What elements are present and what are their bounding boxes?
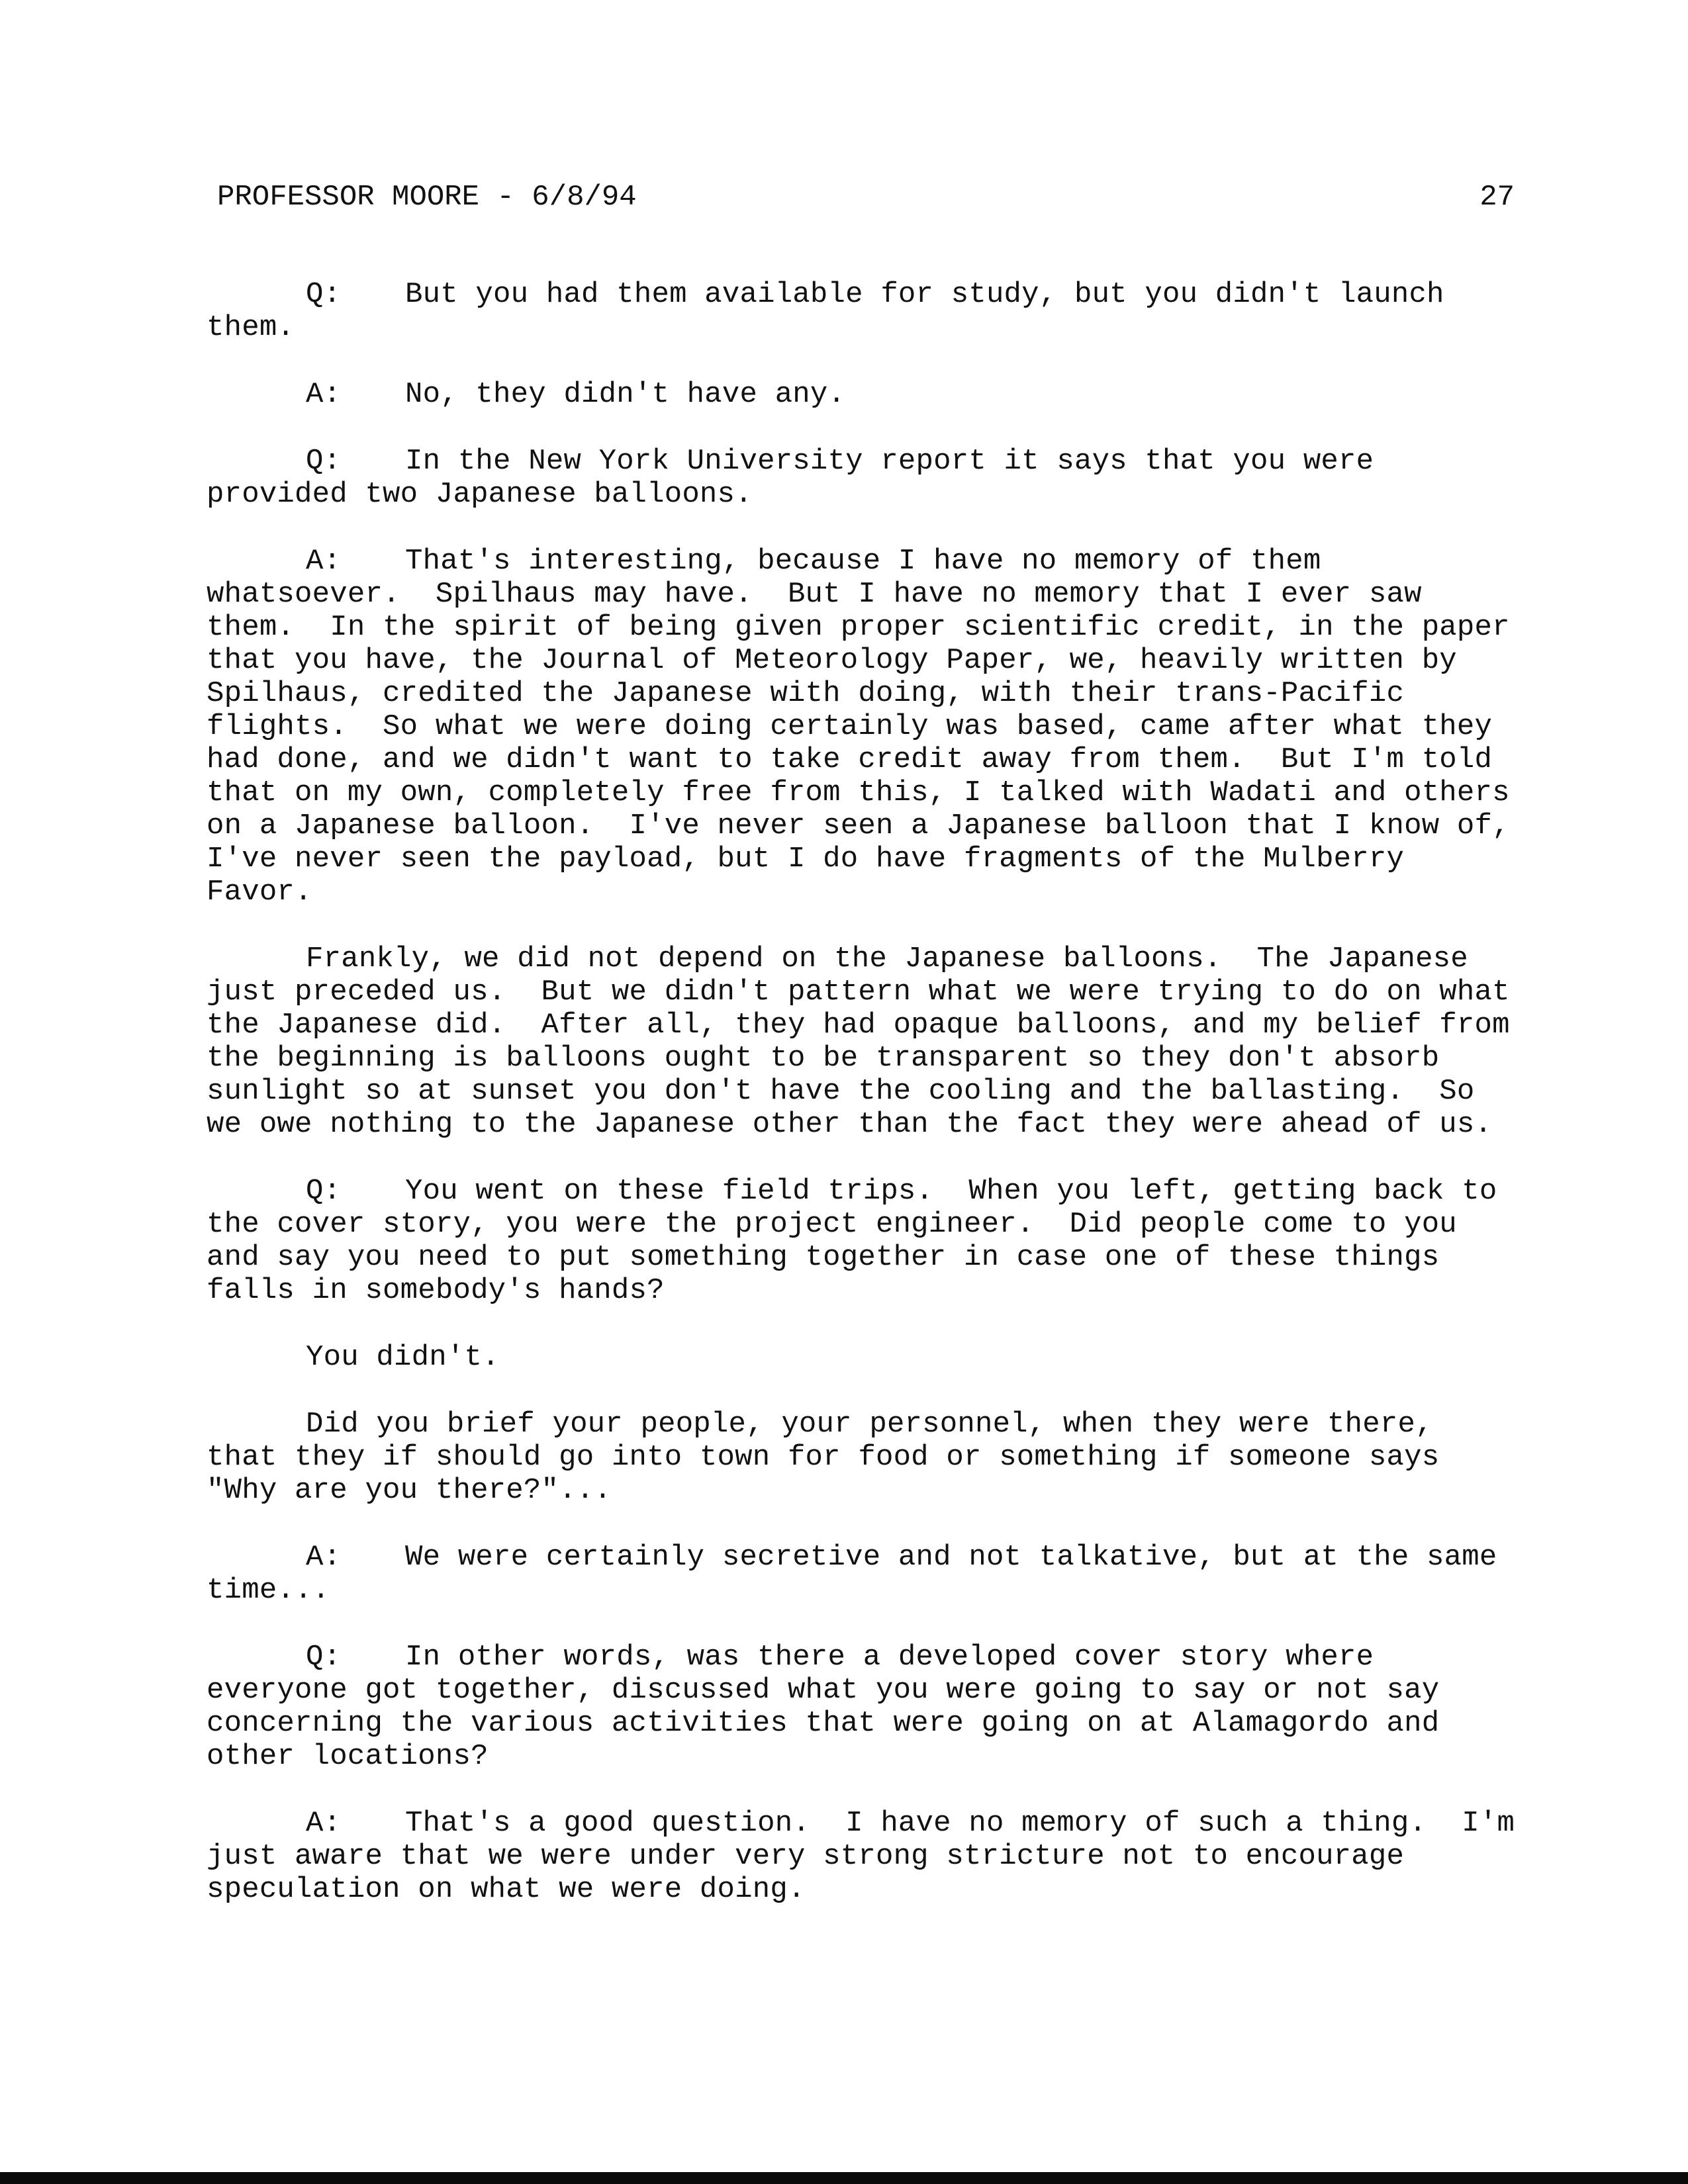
paragraph-text: Did you brief your people, your personnel, when they were there, that they if should go into town for food or something if someone says "Why are you there?"... [207, 1408, 1457, 1507]
transcript-body [207, 278, 1532, 1940]
transcript-paragraph [207, 1408, 1517, 1507]
transcript-paragraph [207, 445, 1517, 511]
paragraph-text: No, they didn't have any. [405, 378, 846, 411]
transcript-paragraph [207, 1807, 1532, 1906]
paragraph-text: Frankly, we did not depend on the Japanese balloons. The Japanese just preceded us. But we didn't pattern what we were trying to do on what the Japanese did. After all, they had opaque balloons, and my belief from the beginning is balloons ought to be transparent so they don't absorb sunlight so at sunset you don't have the cooling and the ballasting. So we owe nothing to the Japanese other than the fact they were ahead of us. [207, 942, 1528, 1141]
speaker-label: A: [306, 1541, 342, 1574]
transcript-paragraph [207, 278, 1517, 344]
paragraph-text: In the New York University report it says that you were provided two Japanese balloons. [207, 445, 1391, 511]
paragraph-text: In other words, was there a developed cover story where everyone got together, discussed what you were going to say or not say concerning the various activities that were going on at Alamagordo and other locations? [207, 1641, 1457, 1773]
transcript-paragraph [207, 1641, 1517, 1773]
speaker-label: Q: [306, 445, 342, 478]
paragraph-text: We were certainly secretive and not talkative, but at the same time... [207, 1541, 1515, 1607]
document-title: PROFESSOR MOORE - 6/8/94 [217, 181, 637, 214]
speaker-label: Q: [306, 1641, 342, 1674]
speaker-label: A: [306, 545, 342, 578]
paragraph-text: That's a good question. I have no memory of such a thing. I'm just aware that we were under very strong stricture not to encourage speculation on what we were doing. [207, 1807, 1532, 1906]
scan-bottom-edge [0, 2172, 1688, 2184]
page-number: 27 [1479, 181, 1515, 214]
transcript-paragraph [207, 545, 1528, 909]
transcript-paragraph [207, 1541, 1517, 1607]
speaker-label: A: [306, 378, 342, 411]
paragraph-text: You went on these field trips. When you left, getting back to the cover story, you were the project engineer. Did people come to you and say you need to put something together in case one of these things falls in somebody's hands? [207, 1175, 1515, 1307]
transcript-paragraph [207, 1341, 1517, 1374]
transcript-paragraph [207, 942, 1528, 1141]
paragraph-text: That's interesting, because I have no memory of them whatsoever. Spilhaus may have. But I have no memory that I ever saw them. In the spirit of being given proper scientific credit, in the paper that you have, the Journal of Meteorology Paper, we, heavily written by Spilhaus, credited the Japanese with doing, with their trans-Pacific flights. So what we were doing certainly was based, came after what they had done, and we didn't want to take credit away from them. But I'm told that on my own, completely free from this, I talked with Wadati and others on a Japanese balloon. I've never seen a Japanese balloon that I know of, I've never seen the payload, but I do have fragments of the Mulberry Favor. [207, 545, 1528, 909]
transcript-paragraph [207, 378, 1517, 411]
speaker-label: A: [306, 1807, 342, 1840]
transcript-paragraph [207, 1175, 1517, 1307]
speaker-label: Q: [306, 278, 342, 311]
speaker-label: Q: [306, 1175, 342, 1208]
paragraph-text: You didn't. [306, 1341, 500, 1374]
paragraph-text: But you had them available for study, but you didn't launch them. [207, 278, 1462, 344]
